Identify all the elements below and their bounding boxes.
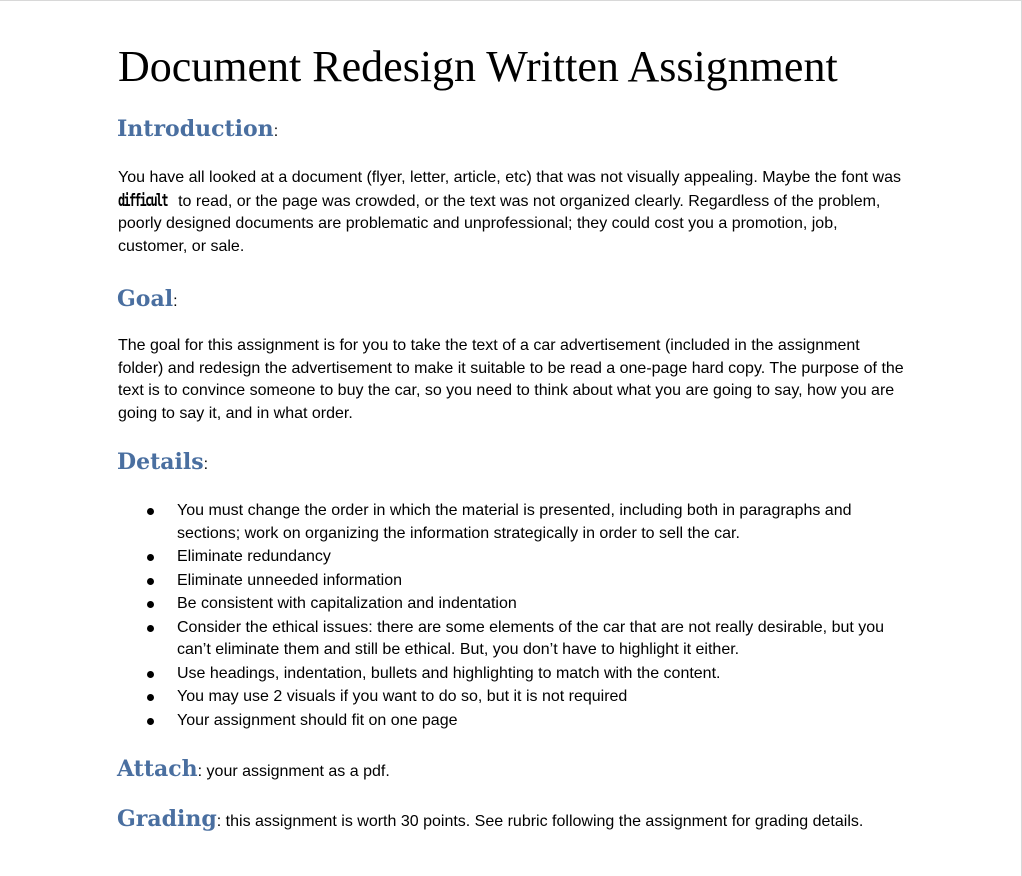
bullet-icon (147, 578, 154, 585)
details-heading-label: Details (117, 449, 204, 475)
introduction-text-before: You have all looked at a document (flyer, letter, article, etc) that was not visually appealing. Maybe the font was (118, 169, 901, 186)
goal-heading (117, 285, 178, 316)
list-item (118, 593, 908, 616)
goal-heading-label: Goal (117, 286, 174, 312)
list-item (118, 617, 908, 662)
list-item (118, 500, 908, 545)
grading-line (117, 805, 863, 836)
list-item (118, 686, 908, 709)
introduction-heading-colon: : (273, 123, 279, 140)
details-heading-colon: : (203, 456, 209, 473)
grading-heading-label: Grading (117, 806, 217, 832)
list-item (118, 546, 908, 569)
list-item-text: Eliminate redundancy (177, 548, 331, 565)
introduction-fancy-word: difficult (118, 190, 167, 211)
document-title: Document Redesign Written Assignment (118, 42, 838, 91)
grading-text: this assignment is worth 30 points. See rubric following the assignment for grading details. (221, 813, 864, 830)
list-item-text: Your assignment should fit on one page (177, 711, 458, 729)
list-item (118, 570, 908, 593)
goal-paragraph: The goal for this assignment is for you to take the text of a car advertisement (included in the assignment folder) and redesign the advertisement to make it suitable to be read a one-page hard copy. The purpose of the text is to convince someone to buy the car, so you need to think about what you are going to say, how you are going to say it, and in what order. (118, 337, 904, 422)
bullet-icon (147, 554, 154, 561)
bullet-icon (147, 694, 154, 701)
introduction-text-after: to read, or the page was crowded, or the text was not organized clearly. Regardless of the problem, poorly designed documents are problematic and unprofessional; they could cost you a promotion, job, customer, or sale. (118, 192, 881, 255)
list-item (118, 710, 908, 733)
attach-heading-colon: : (197, 763, 203, 780)
list-item-text: Eliminate unneeded information (177, 571, 403, 589)
bullet-icon (147, 718, 154, 725)
attach-heading-label: Attach (117, 756, 198, 782)
introduction-heading (117, 115, 278, 146)
bullet-icon (147, 671, 154, 678)
bullet-icon (147, 625, 154, 632)
list-item-text: Use headings, indentation, bullets and highlighting to match with the content. (177, 664, 721, 682)
introduction-paragraph (118, 167, 908, 258)
list-item-text: You may use 2 visuals if you want to do so, but it is not required (177, 688, 628, 705)
list-item (118, 663, 908, 686)
list-item-text: Consider the ethical issues: there are some elements of the car that are not really desirable, but you can’t eliminate them and still be ethical. But, you don’t have to highlight it either. (177, 618, 885, 658)
list-item-text: Be consistent with capitalization and indentation (177, 595, 517, 612)
goal-heading-colon: : (173, 293, 178, 310)
details-heading (117, 448, 208, 479)
attach-line (117, 755, 390, 786)
list-item-text: You must change the order in which the material is presented, including both in paragraphs and sections; work on organizing the information strategically in order to sell the car. (177, 502, 852, 542)
grading-heading-colon: : (216, 813, 222, 830)
bullet-icon (147, 508, 154, 515)
attach-text: your assignment as a pdf. (202, 763, 390, 780)
introduction-heading-label: Introduction (117, 116, 274, 142)
details-bullet-list (118, 500, 908, 733)
bullet-icon (147, 601, 154, 608)
